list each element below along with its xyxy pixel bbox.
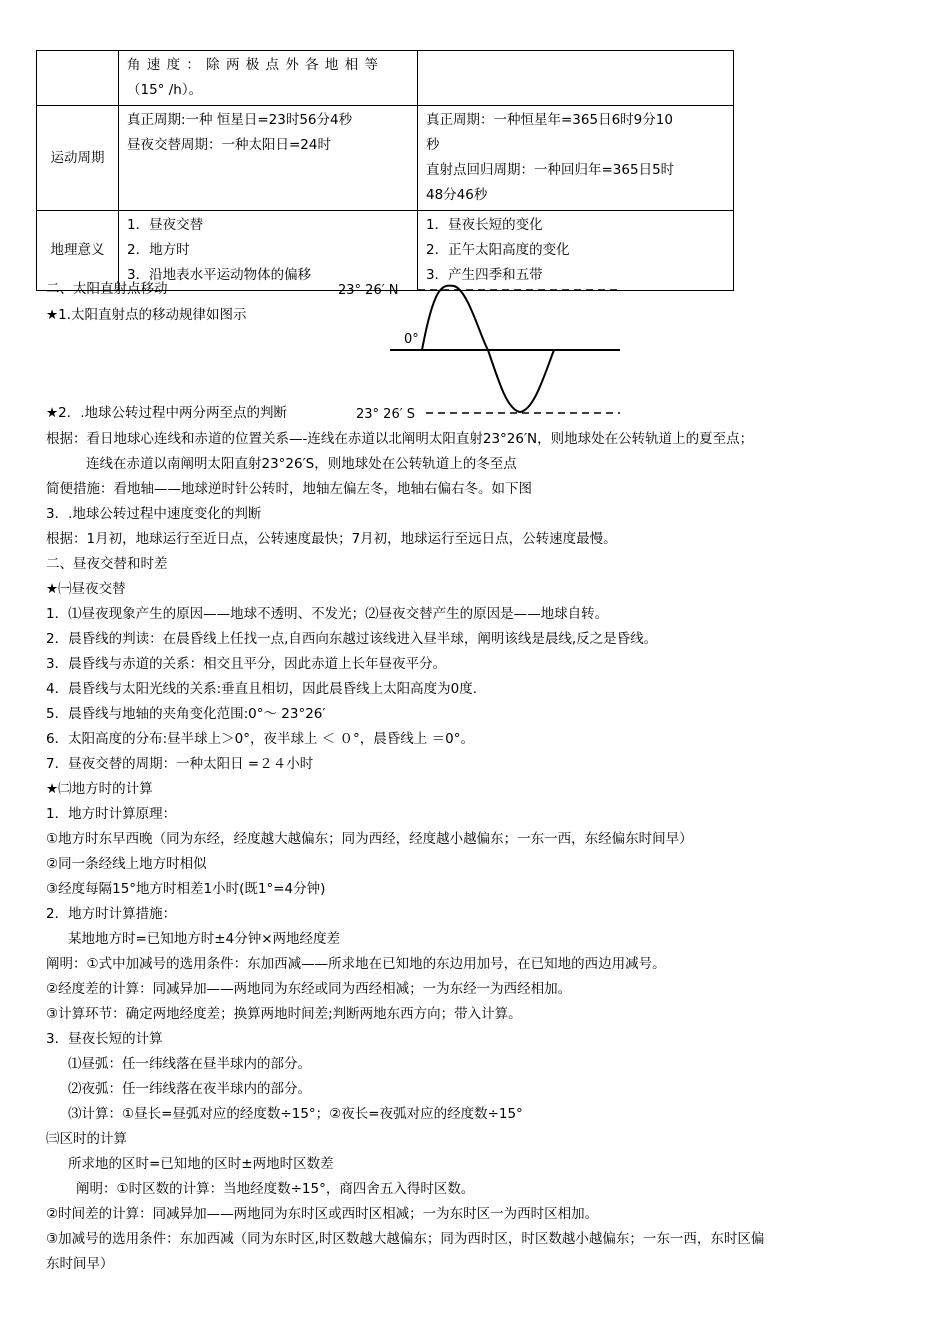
cell-text: 昼夜交替周期：一种太阳日=24时 bbox=[127, 137, 331, 153]
text-line: ③计算环节：确定两地经度差；换算两地时间差;判断两地东西方向；带入计算。 bbox=[46, 1006, 522, 1022]
text-line: ⑶计算：①昼长=昼弧对应的经度数÷15°；②夜长=夜弧对应的经度数÷15° bbox=[68, 1106, 523, 1122]
subsolar-point-diagram bbox=[330, 276, 630, 422]
cell-text: 3．沿地表水平运动物体的偏移 bbox=[127, 267, 312, 283]
cell-text: 3．产生四季和五带 bbox=[426, 267, 543, 283]
text-line: 7．昼夜交替的周期：一种太阳日 =２４小时 bbox=[46, 756, 314, 772]
cell-text: 1．昼夜长短的变化 bbox=[426, 217, 543, 233]
cell-text: 秒 bbox=[426, 137, 440, 153]
south-tropic-label: 23° 26′ S bbox=[356, 407, 416, 422]
text-line: 3．昼夜长短的计算 bbox=[46, 1031, 163, 1047]
text-line: ★1.太阳直射点的移动规律如图示 bbox=[46, 307, 247, 323]
table-row bbox=[37, 106, 734, 211]
text-line: 根据：1月初，地球运行至近日点，公转速度最快；7月初，地球运行至远日点，公转速度最慢。 bbox=[46, 531, 617, 547]
text-line: ②经度差的计算：同减异加——两地同为东经或同为西经相减；一为东经一为西经相加。 bbox=[46, 981, 572, 997]
formula-line: 某地地方时=已知地方时±4分钟×两地经度差 bbox=[68, 931, 341, 947]
table-cell-rotation bbox=[119, 51, 418, 106]
text-line: ①地方时东早西晚（同为东经，经度越大越偏东；同为西经，经度越小越偏东；一东一西，东经偏东时间早） bbox=[46, 831, 693, 847]
text-line: 阐明：①式中加减号的选用条件：东加西减——所求地在已知地的东边用加号，在已知地的西边用减号。 bbox=[46, 956, 666, 972]
north-tropic-label: 23° 26′ N bbox=[338, 283, 399, 298]
text-line: 2．地方时计算措施： bbox=[46, 906, 177, 922]
text-line: 5．晨昏线与地轴的夹角变化范围:0°～ 23°26′ bbox=[46, 706, 326, 722]
text-line: ③经度每隔15°地方时相差1小时(既1°=4分钟) bbox=[46, 881, 326, 897]
text-line: ②时间差的计算：同减异加——两地同为东时区或西时区相减；一为东时区一为西时区相加。 bbox=[46, 1206, 599, 1222]
subsection-heading: ㈢区时的计算 bbox=[46, 1131, 127, 1147]
text-line: ③加减号的选用条件：东加西减（同为东时区,时区数越大越偏东；同为西时区，时区数越小越偏东；一东一西，东时区偏 bbox=[46, 1231, 765, 1247]
table-cell-label bbox=[37, 51, 119, 106]
section-heading: 二、太阳直射点移动 bbox=[46, 281, 168, 297]
text-line: 根据：看日地球心连线和赤道的位置关系—-连线在赤道以北阐明太阳直射23°26′N，则地球处在公转轨道上的夏至点； bbox=[46, 431, 754, 447]
text-line: 1．⑴昼夜现象产生的原因——地球不透明、不发光；⑵昼夜交替产生的原因是——地球自转。 bbox=[46, 606, 609, 622]
text-line: 连线在赤道以南阐明太阳直射23°26′S，则地球处在公转轨道上的冬至点 bbox=[86, 456, 517, 472]
text-line: ★2．.地球公转过程中两分两至点的判断 bbox=[46, 405, 287, 421]
cell-text: 真正周期:一种 恒星日=23时56分4秒 bbox=[127, 112, 353, 128]
table-cell-revolution bbox=[418, 51, 734, 106]
text-line: 阐明：①时区数的计算：当地经度数÷15°，商四舍五入得时区数。 bbox=[76, 1181, 475, 1197]
cell-text: 真正周期：一种恒星年=365日6时9分10 bbox=[426, 112, 673, 128]
text-line: 3．.地球公转过程中速度变化的判断 bbox=[46, 506, 262, 522]
subsection-heading: ★㈠昼夜交替 bbox=[46, 581, 126, 597]
cell-text: （15° /h）。 bbox=[127, 82, 203, 98]
text-line: ②同一条经线上地方时相似 bbox=[46, 856, 207, 872]
text-line: 4．晨昏线与太阳光线的关系:垂直且相切，因此晨昏线上太阳高度为0度. bbox=[46, 681, 478, 697]
cell-text: 直射点回归周期：一种回归年=365日5时 bbox=[426, 162, 675, 178]
subsection-heading: ★㈡地方时的计算 bbox=[46, 781, 153, 797]
text-line: 东时间早） bbox=[46, 1256, 114, 1272]
text-line: 3．晨昏线与赤道的关系：相交且平分，因此赤道上长年昼夜平分。 bbox=[46, 656, 447, 672]
cell-text: 2．地方时 bbox=[127, 242, 190, 258]
table-cell-label: 地理意义 bbox=[37, 211, 119, 291]
text-line: 2．晨昏线的判读：在晨昏线上任找一点,自西向东越过该线进入昼半球，阐明该线是晨线,反之是昏线。 bbox=[46, 631, 658, 647]
text-line: 简便措施：看地轴——地球逆时针公转时，地轴左偏左冬，地轴右偏右冬。如下图 bbox=[46, 481, 532, 497]
formula-line: 所求地的区时=已知地的区时±两地时区数差 bbox=[68, 1156, 334, 1172]
cell-text: 角 速 度 ： 除 两 极 点 外 各 地 相 等 bbox=[127, 57, 379, 73]
table-cell-rotation bbox=[119, 106, 418, 211]
earth-motion-table bbox=[36, 50, 734, 291]
cell-text: 48分46秒 bbox=[426, 187, 488, 203]
text-line: 6．太阳高度的分布:昼半球上＞0°，夜半球上 ＜ ０°，晨昏线上 ＝0°。 bbox=[46, 731, 474, 747]
text-line: 1．地方时计算原理： bbox=[46, 806, 177, 822]
cell-text: 2．正午太阳高度的变化 bbox=[426, 242, 570, 258]
text-line: ⑵夜弧：任一纬线落在夜半球内的部分。 bbox=[68, 1081, 311, 1097]
table-cell-revolution bbox=[418, 106, 734, 211]
cell-text: 1．昼夜交替 bbox=[127, 217, 204, 233]
subsolar-curve bbox=[422, 286, 554, 412]
table-row bbox=[37, 51, 734, 106]
text-line: ⑴昼弧：任一纬线落在昼半球内的部分。 bbox=[68, 1056, 311, 1072]
section-heading: 二、昼夜交替和时差 bbox=[46, 556, 168, 572]
equator-label: 0° bbox=[404, 332, 419, 347]
table-cell-label: 运动周期 bbox=[37, 106, 119, 211]
